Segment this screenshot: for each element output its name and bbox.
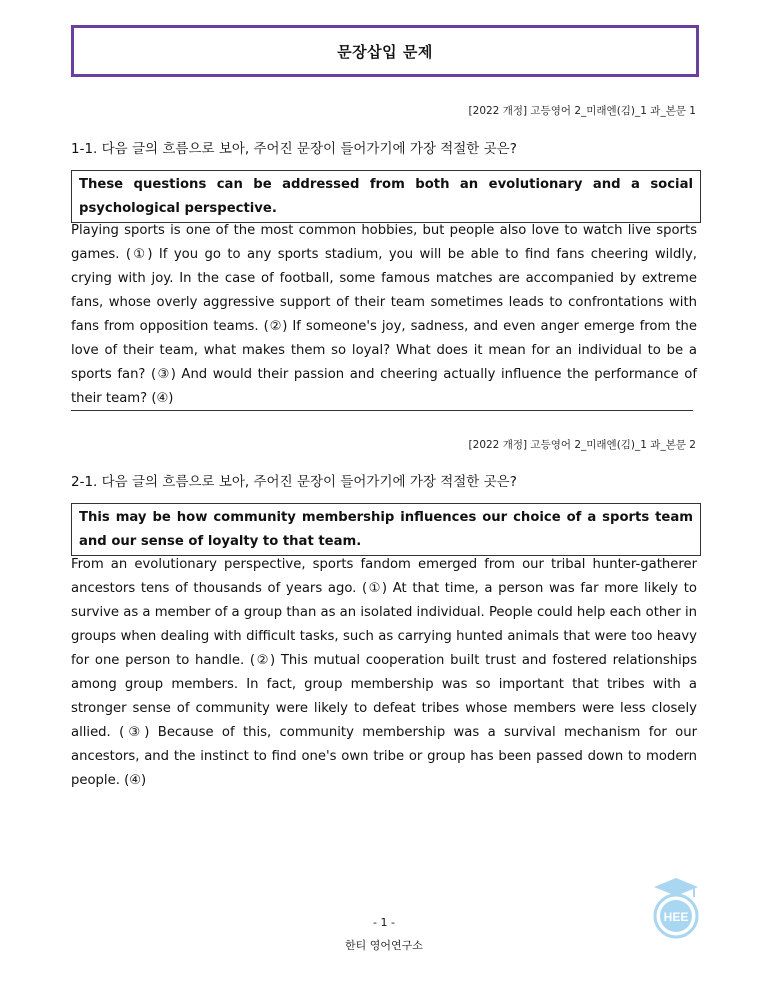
footer-organization: 한티 영어연구소	[345, 939, 423, 952]
question-2-prompt: 2-1. 다음 글의 흐름으로 보아, 주어진 문장이 들어가기에 가장 적절한 곳은?	[71, 474, 517, 490]
question-2-given-sentence: This may be how community membership influences our choice of a sports team and our sense of loyalty to that team.	[71, 503, 701, 556]
question-2-source: [2022 개정] 고등영어 2_미래엔(김)_1 과_본문 2	[468, 439, 696, 451]
question-2-passage: From an evolutionary perspective, sports fandom emerged from our tribal hunter-gatherer ancestors tens of thousands of years ago. (①) At that time, a person was far more likely to survive as a member of a group than as an isolated individual. People could help each other in groups when dealing with difficult tasks, such as carrying hunted animals that were too heavy for one person to handle. (②) This mutual cooperation built trust and fostered relationships among group members. In fact, group membership was so important that tribes with a stronger sense of community were likely to defeat tribes whose members were less closely allied. (③) Because of this, community membership was a survival mechanism for our ancestors, and the instinct to find one's own tribe or group has been passed down to modern people. (④)	[71, 557, 697, 788]
page-title-box	[71, 25, 699, 77]
section-divider	[71, 410, 693, 411]
hee-logo-icon	[648, 876, 704, 940]
question-1-given-sentence: These questions can be addressed from both an evolutionary and a social psychological perspective.	[71, 170, 701, 223]
question-1-passage: Playing sports is one of the most common hobbies, but people also love to watch live sports games. (①) If you go to any sports stadium, you will be able to find fans cheering wildly, crying with joy. In the case of football, some famous matches are accompanied by extreme fans, whose overly aggressive support of their team sometimes leads to confrontations with fans from opposition teams. (②) If someone's joy, sadness, and even anger emerge from the love of their team, what makes them so loyal? What does it mean for an individual to be a sports fan? (③) And would their passion and cheering actually influence the performance of their team? (④)	[71, 223, 697, 406]
question-1-source: [2022 개정] 고등영어 2_미래엔(김)_1 과_본문 1	[468, 105, 696, 117]
page-number: - 1 -	[373, 916, 395, 929]
question-1-prompt: 1-1. 다음 글의 흐름으로 보아, 주어진 문장이 들어가기에 가장 적절한 곳은?	[71, 141, 517, 157]
logo-text: HEE	[663, 910, 689, 924]
page-title: 문장삽입 문제	[337, 42, 433, 61]
